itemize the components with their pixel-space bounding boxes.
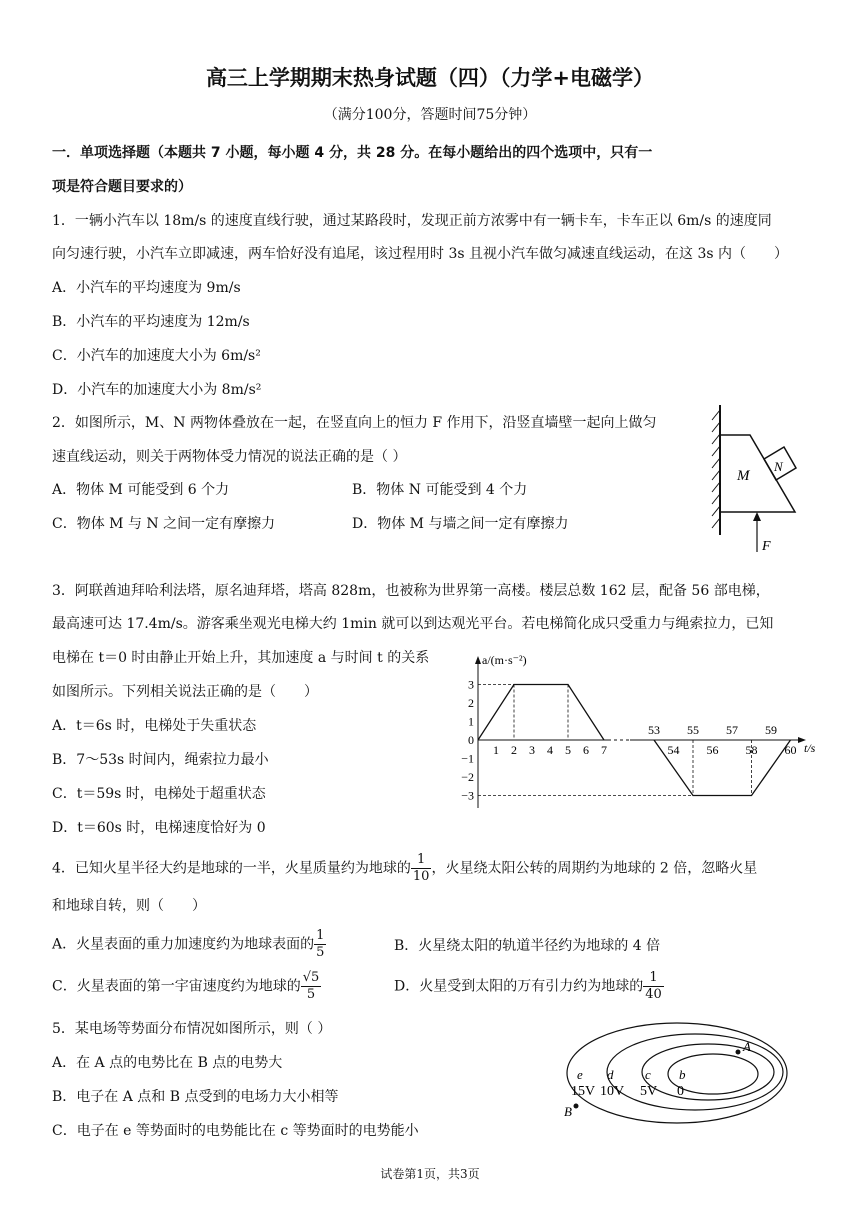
q1-option-a: A．小汽车的平均速度为 9m/s bbox=[52, 280, 241, 296]
q4-stem-line2: 和地球自转，则（ ） bbox=[52, 898, 206, 914]
y-tick-label: −1 bbox=[461, 751, 474, 766]
label-d: d bbox=[607, 1067, 614, 1082]
y-axis-arrow bbox=[475, 656, 481, 664]
equipotential-e bbox=[567, 1023, 787, 1123]
label-n: N bbox=[774, 459, 783, 474]
q2-option-a: A．物体 M 可能受到 6 个力 bbox=[52, 482, 230, 498]
y-tick-label: 3 bbox=[468, 677, 474, 692]
q4-option-a bbox=[52, 928, 326, 961]
label-10v: 10V bbox=[600, 1084, 625, 1099]
page-subtitle: （满分100分，答题时间75分钟） bbox=[323, 107, 537, 123]
q3-option-c: C．t＝59s 时，电梯处于超重状态 bbox=[52, 786, 266, 802]
label-c: c bbox=[645, 1067, 651, 1082]
q4-c-den: 5 bbox=[306, 987, 316, 1002]
q2-stem-line1: 2．如图所示，M、N 两物体叠放在一起，在竖直向上的恒力 F 作用下，沿竖直墙壁一起向上做匀 bbox=[52, 415, 657, 431]
label-point-a: A bbox=[743, 1039, 751, 1054]
q4-option-a-fraction bbox=[314, 928, 326, 961]
q5-option-c: C．电子在 e 等势面时的电势能比在 c 等势面时的电势能小 bbox=[52, 1123, 419, 1139]
x-tick-label: 1 bbox=[493, 743, 499, 757]
q5-stem: 5．某电场等势面分布情况如图所示，则（ ） bbox=[52, 1021, 332, 1037]
q4-c-num: √5 bbox=[302, 970, 320, 985]
q2-option-d: D．物体 M 与墙之间一定有摩擦力 bbox=[352, 516, 569, 532]
q3-stem-line4: 如图所示。下列相关说法正确的是（ ） bbox=[52, 684, 318, 700]
q2-figure bbox=[700, 400, 810, 560]
q3-stem-line2: 最高速可达 17.4m/s。游客乘坐观光电梯大约 1min 就可以到达观光平台。若电梯简化成只受重力与绳索拉力，已知 bbox=[52, 616, 774, 632]
q4-d-num: 1 bbox=[643, 970, 664, 987]
page-title: 高三上学期期末热身试题（四）（力学+电磁学） bbox=[205, 66, 655, 90]
q1-option-c: C．小汽车的加速度大小为 6m/s² bbox=[52, 348, 261, 364]
label-5v: 5V bbox=[640, 1084, 658, 1099]
x-tick-label: 58 bbox=[745, 743, 758, 757]
page-footer: 试卷第1页，共3页 bbox=[380, 1167, 480, 1181]
q3-option-a: A．t＝6s 时，电梯处于失重状态 bbox=[52, 718, 257, 734]
x-tick-label: 5 bbox=[565, 743, 571, 757]
x-tick-label: 6 bbox=[583, 743, 589, 757]
x-tick-label: 56 bbox=[706, 743, 719, 757]
x-tick-label: 59 bbox=[765, 723, 777, 737]
x-tick-label: 57 bbox=[726, 723, 738, 737]
label-0v: 0 bbox=[677, 1084, 684, 1099]
x-axis-label: t/s bbox=[804, 741, 816, 755]
label-f: F bbox=[762, 539, 771, 554]
x-tick-label: 54 bbox=[667, 743, 680, 757]
q4-option-b: B．火星绕太阳的轨道半径约为地球的 4 倍 bbox=[394, 938, 661, 954]
label-b: b bbox=[679, 1067, 686, 1082]
q2-option-c: C．物体 M 与 N 之间一定有摩擦力 bbox=[52, 516, 276, 532]
q4-stem-text-a: 4．已知火星半径大约是地球的一半，火星质量约为地球的 bbox=[52, 860, 411, 877]
q4-option-c bbox=[52, 970, 321, 1003]
x-tick-label: 53 bbox=[648, 723, 660, 737]
q5-option-b: B．电子在 A 点和 B 点受到的电场力大小相等 bbox=[52, 1089, 339, 1105]
section-heading-line2: 项是符合题目要求的） bbox=[52, 179, 192, 195]
series-line-segment-1 bbox=[478, 685, 604, 741]
label-m: M bbox=[737, 468, 750, 484]
equipotential-figure bbox=[560, 1020, 790, 1130]
q4-a-num: 1 bbox=[316, 928, 325, 943]
equipotential-c bbox=[642, 1044, 774, 1100]
q4-stem-line1 bbox=[52, 852, 757, 885]
x-tick-label: 2 bbox=[511, 743, 517, 757]
q3-option-b: B．7～53s 时间内，绳索拉力最小 bbox=[52, 752, 269, 768]
y-tick-label: 1 bbox=[468, 714, 474, 729]
x-tick-label: 7 bbox=[601, 743, 607, 757]
x-tick-label: 4 bbox=[547, 743, 553, 757]
q1-option-b: B．小汽车的平均速度为 12m/s bbox=[52, 314, 250, 330]
q1-stem-line1: 1．一辆小汽车以 18m/s 的速度直线行驶，通过某路段时，发现正前方浓雾中有一辆卡车，卡车正以 6m/s 的速度同 bbox=[52, 213, 772, 229]
q4-frac-den: 10 bbox=[412, 869, 430, 884]
x-tick-label: 60 bbox=[784, 743, 797, 757]
q4-frac-num: 1 bbox=[411, 852, 432, 869]
acceleration-time-chart bbox=[440, 648, 830, 808]
y-axis-label: a/(m·s⁻²) bbox=[482, 653, 527, 667]
x-tick-label: 3 bbox=[529, 743, 535, 757]
q4-option-c-fraction bbox=[301, 970, 322, 1003]
q4-fraction-mass bbox=[411, 852, 432, 885]
q1-stem-line2: 向匀速行驶，小汽车立即减速，两车恰好没有追尾，该过程用时 3s 且视小汽车做匀减速直线运动，在这 3s 内（ ） bbox=[52, 246, 788, 262]
q3-stem-line3: 电梯在 t＝0 时由静止开始上升，其加速度 a 与时间 t 的关系 bbox=[52, 650, 430, 666]
q1-option-d: D．小汽车的加速度大小为 8m/s² bbox=[52, 382, 262, 398]
y-tick-label: −2 bbox=[461, 770, 474, 784]
q4-option-d-text: D．火星受到太阳的万有引力约为地球的 bbox=[394, 978, 644, 995]
q2-option-b: B．物体 N 可能受到 4 个力 bbox=[352, 482, 528, 498]
q4-d-den: 40 bbox=[645, 987, 662, 1002]
point-a bbox=[736, 1050, 741, 1055]
y-tick-label: 0 bbox=[468, 733, 474, 747]
y-tick-label: −3 bbox=[461, 788, 474, 803]
label-point-b: B bbox=[564, 1104, 572, 1119]
q3-stem-line1: 3．阿联酋迪拜哈利法塔，原名迪拜塔，塔高 828m，也被称为世界第一高楼。楼层总数 162 层，配备 56 部电梯， bbox=[52, 583, 770, 599]
force-arrowhead bbox=[753, 512, 761, 521]
q3-option-d: D．t＝60s 时，电梯速度恰好为 0 bbox=[52, 820, 266, 836]
label-e: e bbox=[577, 1067, 583, 1082]
label-15v: 15V bbox=[571, 1084, 596, 1099]
section-heading-line1: 一．单项选择题（本题共 7 小题，每小题 4 分，共 28 分。在每小题给出的四个选项中，只有一 bbox=[52, 145, 653, 161]
wall-hatching bbox=[712, 405, 720, 535]
q2-stem-line2: 速直线运动，则关于两物体受力情况的说法正确的是（ ） bbox=[52, 449, 407, 465]
q4-option-c-text: C．火星表面的第一宇宙速度约为地球的 bbox=[52, 978, 301, 995]
q4-a-den: 5 bbox=[316, 945, 325, 960]
equipotential-d bbox=[607, 1034, 783, 1110]
x-tick-label: 55 bbox=[687, 723, 699, 737]
q4-option-a-text: A．火星表面的重力加速度约为地球表面的 bbox=[52, 936, 315, 953]
q5-option-a: A．在 A 点的电势比在 B 点的电势大 bbox=[52, 1055, 283, 1071]
q4-option-d-fraction bbox=[643, 970, 664, 1003]
point-b bbox=[574, 1104, 579, 1109]
q4-option-d bbox=[394, 970, 664, 1003]
y-tick-label: 2 bbox=[468, 696, 474, 710]
q4-stem-text-b: ，火星绕太阳公转的周期约为地球的 2 倍，忽略火星 bbox=[431, 860, 758, 877]
